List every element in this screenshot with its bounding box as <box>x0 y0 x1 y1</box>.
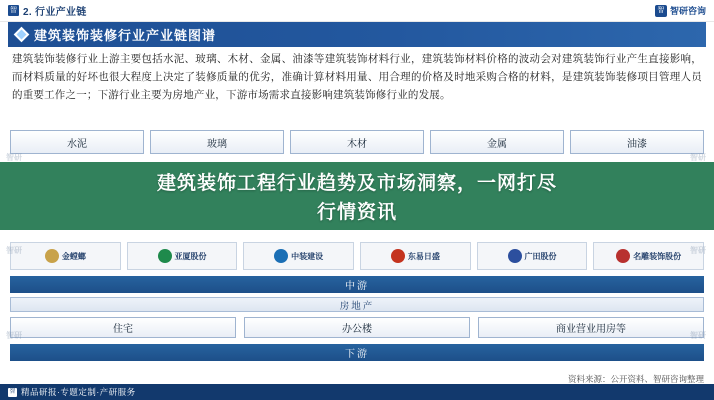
watermark: 智研 <box>6 331 22 340</box>
company-logo-item <box>243 242 354 270</box>
topbar-left-group <box>8 3 87 18</box>
watermark: 智研 <box>690 246 706 255</box>
overlay-headline-line1: 建筑装饰工程行业趋势及市场洞察，一网打尽 <box>156 173 557 194</box>
watermark: 智研 <box>690 331 706 340</box>
company-emblem-icon <box>274 249 288 263</box>
material-box: 金属 <box>430 130 564 154</box>
brand-square-icon: 智 <box>9 388 16 395</box>
company-logo-item <box>360 242 471 270</box>
company-name: 亚厦股份 <box>174 251 207 261</box>
section-header <box>8 22 706 47</box>
material-box: 玻璃 <box>150 130 284 154</box>
company-name: 名雕装饰股份 <box>633 251 682 261</box>
company-emblem-icon <box>616 249 630 263</box>
material-box: 水泥 <box>10 130 144 154</box>
downstream-item: 办公楼 <box>244 317 470 338</box>
company-emblem-icon <box>45 249 59 263</box>
downstream-item: 住宅 <box>10 317 236 338</box>
source-note: 资料来源：公开资料、智研咨询整理 <box>567 374 704 384</box>
company-emblem-icon <box>158 249 172 263</box>
company-logos-row <box>10 242 704 270</box>
material-box: 油漆 <box>570 130 704 154</box>
downstream-item: 商业营业用房等 <box>478 317 704 338</box>
brand-logo-icon: 智 <box>655 5 667 17</box>
page-title: 2. 行业产业链 <box>23 7 87 18</box>
company-logo-item <box>593 242 704 270</box>
company-emblem-icon <box>391 249 405 263</box>
company-name: 广田股份 <box>524 251 557 261</box>
company-logo-item <box>477 242 588 270</box>
downstream-sector-band: 房地产 <box>10 297 704 312</box>
section-title: 建筑装饰装修行业产业链图谱 <box>34 28 217 43</box>
topbar-brand-group <box>655 4 706 17</box>
downstream-band: 下游 <box>10 344 704 361</box>
downstream-items-row <box>10 317 704 338</box>
company-name: 金螳螂 <box>61 251 86 261</box>
material-box: 木材 <box>290 130 424 154</box>
watermark: 智研 <box>690 153 706 162</box>
company-emblem-icon <box>508 249 522 263</box>
company-name: 东易日盛 <box>407 251 440 261</box>
company-logo-item <box>10 242 121 270</box>
document-footer <box>0 384 714 400</box>
watermark: 智研 <box>6 153 22 162</box>
document-topbar <box>0 0 714 22</box>
overlay-headline-line2: 行情资讯 <box>316 202 397 223</box>
brand-name: 智研咨询 <box>669 6 706 16</box>
number-badge-icon: 智 <box>10 7 17 14</box>
promo-overlay-banner <box>0 162 714 230</box>
company-name: 中装建设 <box>291 251 324 261</box>
footer-left-group <box>8 386 136 398</box>
footer-tagline: 精品研报·专题定制·产研服务 <box>21 387 136 397</box>
company-logo-item <box>127 242 238 270</box>
diamond-bullet-icon <box>14 27 30 43</box>
midstream-band: 中游 <box>10 276 704 293</box>
upstream-materials-row <box>10 130 704 154</box>
intro-paragraph: 建筑装饰装修行业上游主要包括水泥、玻璃、木材、金属、油漆等建筑装饰材料行业，建筑装饰材料价格的波动会对建筑装饰行业产生直接影响，而材料质量的好坏也很大程度上决定了装修质量的优劣，准确计算材料用量、用合理的价格及时地采购合格的材料，是建筑装饰装修项目管理人员的重要工作之一；下游行业主要为房地产业，下游市场需求直接影响建筑装饰修行业的发展。 <box>12 53 702 101</box>
watermark: 智研 <box>6 246 22 255</box>
